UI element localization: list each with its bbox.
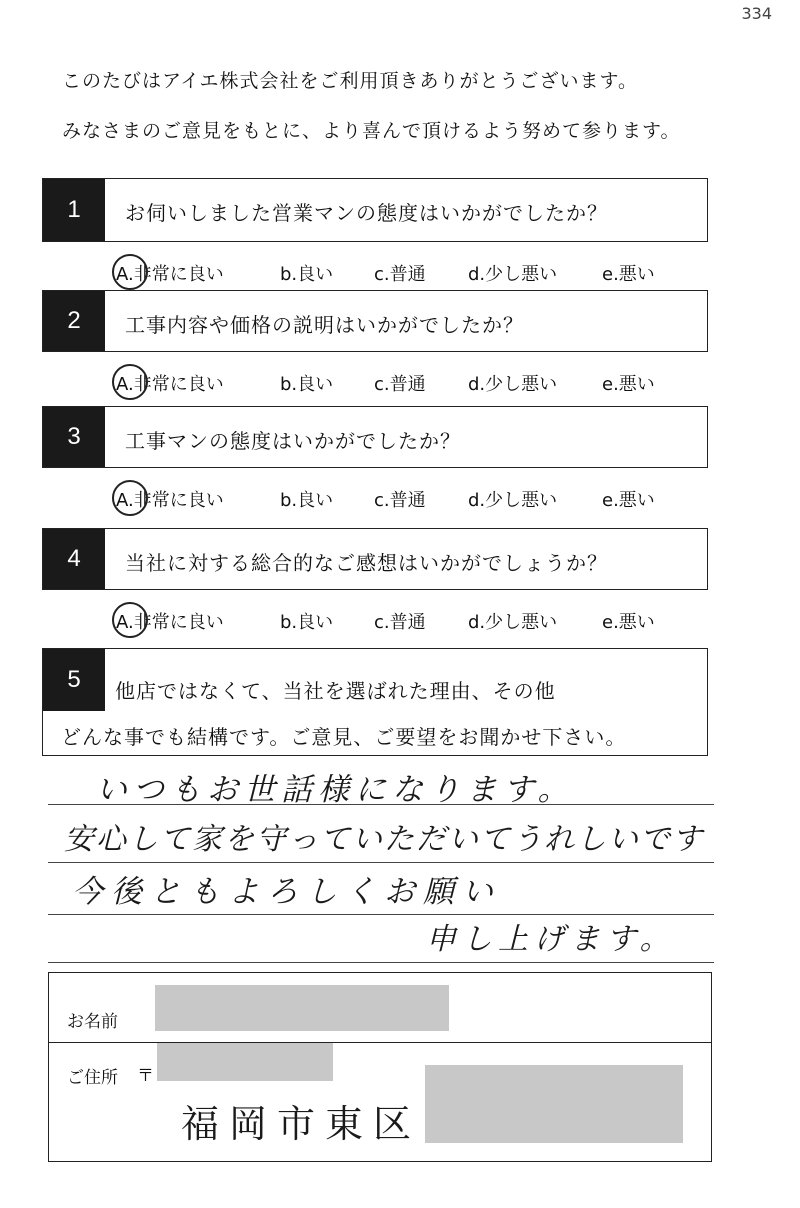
question-1-number: 1	[43, 179, 105, 241]
question-5-text-line-2: どんな事でも結構です。ご意見、ご要望をお聞かせ下さい。	[61, 725, 627, 749]
address-redacted	[425, 1065, 683, 1143]
question-5-number: 5	[43, 649, 105, 711]
handwritten-comment-line-2: 安心して家を守っていただいてうれしいです	[64, 822, 704, 857]
handwritten-comment-line-3: 今後ともよろしくお願い	[72, 874, 501, 910]
question-2-options	[102, 368, 702, 396]
option-4-b[interactable]: b.良い	[280, 612, 334, 633]
option-label: A.非常に良い	[116, 264, 224, 285]
option-3-c[interactable]: c.普通	[374, 490, 426, 511]
question-1-text: お伺いしました営業マンの態度はいかがでしたか？	[125, 201, 608, 225]
question-1-box	[42, 178, 708, 242]
option-2-d[interactable]: d.少し悪い	[468, 374, 558, 395]
question-4-text: 当社に対する総合的なご感想はいかがでしょうか？	[125, 551, 608, 575]
comment-line	[48, 862, 714, 863]
selected-circle-mark	[112, 480, 148, 516]
question-2-box	[42, 290, 708, 352]
question-3-text: 工事マンの態度はいかがでしたか？	[125, 429, 461, 453]
option-3-a[interactable]	[116, 486, 224, 512]
option-1-e[interactable]: e.悪い	[602, 264, 655, 285]
question-3-number: 3	[43, 407, 105, 467]
info-divider	[49, 1042, 711, 1043]
question-1-options	[102, 258, 702, 286]
option-3-e[interactable]: e.悪い	[602, 490, 655, 511]
option-3-d[interactable]: d.少し悪い	[468, 490, 558, 511]
address-handwritten: 福岡市東区	[181, 1102, 422, 1146]
intro-line-2: みなさまのご意見をもとに、より喜んで頂けるよう努めて参ります。	[62, 120, 681, 142]
name-redacted	[155, 985, 449, 1031]
question-5-box	[42, 648, 708, 756]
question-4-options	[102, 606, 702, 634]
question-5-text-line-1: 他店ではなくて、当社を選ばれた理由、その他	[115, 679, 556, 703]
option-2-e[interactable]: e.悪い	[602, 374, 655, 395]
page-number: 334	[741, 4, 772, 23]
option-2-a[interactable]	[116, 370, 224, 396]
option-2-c[interactable]: c.普通	[374, 374, 426, 395]
option-label: A.非常に良い	[116, 612, 224, 633]
customer-info-box	[48, 972, 712, 1162]
intro-line-1: このたびはアイエ株式会社をご利用頂きありがとうございます。	[62, 70, 639, 92]
selected-circle-mark	[112, 254, 148, 290]
option-label: A.非常に良い	[116, 374, 224, 395]
question-3-box	[42, 406, 708, 468]
option-4-a[interactable]	[116, 608, 224, 634]
option-1-c[interactable]: c.普通	[374, 264, 426, 285]
address-label: ご住所	[67, 1068, 118, 1088]
selected-circle-mark	[112, 364, 148, 400]
selected-circle-mark	[112, 602, 148, 638]
question-2-text: 工事内容や価格の説明はいかがでしたか？	[125, 313, 524, 337]
handwritten-comment-line-1: いつもお世話様になります。	[96, 772, 575, 808]
comment-line	[48, 962, 714, 963]
name-label: お名前	[67, 1012, 118, 1032]
option-4-d[interactable]: d.少し悪い	[468, 612, 558, 633]
option-1-a[interactable]	[116, 260, 224, 286]
postal-mark: 〒	[137, 1066, 154, 1086]
postal-code-redacted	[157, 1043, 333, 1081]
option-4-c[interactable]: c.普通	[374, 612, 426, 633]
question-3-options	[102, 484, 702, 512]
option-1-b[interactable]: b.良い	[280, 264, 334, 285]
option-label: A.非常に良い	[116, 490, 224, 511]
question-2-number: 2	[43, 291, 105, 351]
handwritten-comment-line-4: 申し上げます。	[426, 922, 676, 957]
option-3-b[interactable]: b.良い	[280, 490, 334, 511]
option-4-e[interactable]: e.悪い	[602, 612, 655, 633]
question-4-box	[42, 528, 708, 590]
option-2-b[interactable]: b.良い	[280, 374, 334, 395]
question-4-number: 4	[43, 529, 105, 589]
option-1-d[interactable]: d.少し悪い	[468, 264, 558, 285]
